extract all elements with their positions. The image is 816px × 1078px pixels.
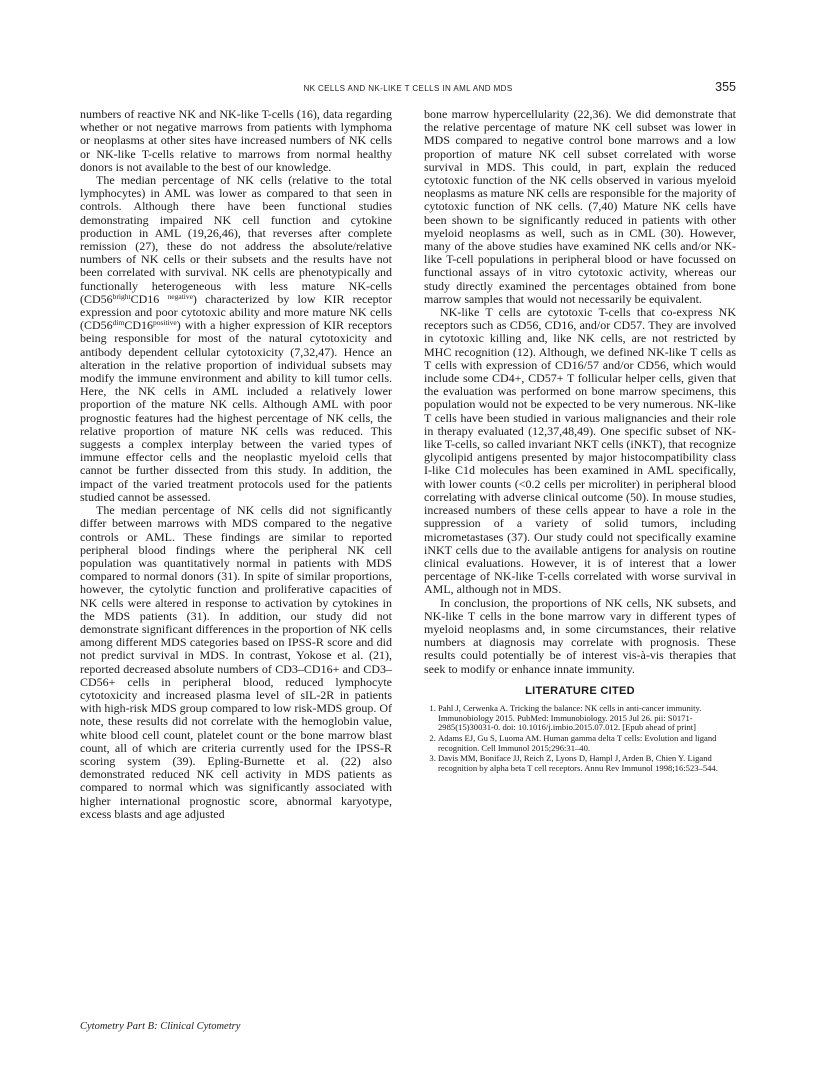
right-column	[424, 108, 736, 775]
running-title: NK CELLS AND NK-LIKE T CELLS IN AML AND MDS	[303, 84, 513, 93]
paragraph	[80, 174, 392, 504]
superscript: positive	[153, 318, 177, 328]
text-run: ) characterized by low KIR receptor expression and poor cytotoxic ability and more mature NK cells (CD56	[80, 291, 392, 333]
paragraph: In conclusion, the proportions of NK cells, NK subsets, and NK-like T cells in the bone marrow vary in different types of myeloid neoplasms and, in some circumstances, their relative numbers at diagnosis may correlate with prognosis. These results could potentially be of interest vis-à-vis therapies that seek to modify or enhance innate immunity.	[424, 595, 736, 676]
paragraph: NK-like T cells are cytotoxic T-cells that co-express NK receptors such as CD56, CD16, and/or CD57. They are involved in cytotoxic killing and, like NK cells, are not restricted by MHC recognition (12). Although, we defined NK-like T cells as T cells with expression of CD16/57 and/or CD56, which would include some CD4+, CD57+ T follicular helper cells, given that the evaluation was performed on bone marrow specimens, this population would not be expected to be very numerous. NK-like T cells have been studied in various malignancies and their role in therapy evaluated (12,37,48,49). One specific subset of NK-like T-cells, so called invariant NKT cells (iNKT), that recognize glycolipid antigens presented by major histocompatibility class I-like C1d molecules has been examined in AML specifically, with lower counts (<0.2 cells per microliter) in peripheral blood correlating with adverse clinical outcome (50). In mouse studies, increased numbers of these cells appear to have a role in the suppression of a variety of solid tumors, including micrometastases (37). Our study could not specifically examine iNKT cells due to the available antigens for analysis on routine clinical evaluations. However, it is of interest that a lower percentage of NK-like T-cells correlated with worse survival in AML, although not in MDS.	[424, 305, 737, 597]
text-run: ) with a higher expression of KIR receptors being responsible for most of the natural cytotoxicity and antibody dependent cellular cytotoxicity (7,32,47). Hence an alteration in the relative proportion of individual subsets may modify the immune environment and ability to kill tumor cells. Here, the NK cells in AML included a relatively lower proportion of the mature NK cells. Although AML with poor prognostic features had the highest percentage of NK cells, the relative proportion of mature NK cells was reduced. This suggests a complex interplay between the varied types of immune effector cells and the neoplastic myeloid cells that cannot be further dissected from this study. In addition, the impact of the varied treatment protocols used for the patients studied cannot be assessed.	[80, 318, 392, 504]
literature-heading: LITERATURE CITED	[525, 684, 635, 697]
text-run: CD16	[124, 318, 154, 333]
paragraph: numbers of reactive NK and NK-like T-cells (16), data regarding whether or not negative marrows from patients with lymphoma or neoplasms at other sites have increased numbers of NK cells or NK-like T-cells relative to marrows from normal healthy donors is not available to the best of our knowledge.	[80, 107, 392, 174]
reference-item: 2. Adams EJ, Gu S, Luoma AM. Human gamma delta T cells: Evolution and ligand recognition. Cell Immunol 2015;296:31–40.	[438, 734, 736, 753]
left-column	[80, 108, 392, 821]
journal-footer: Cytometry Part B: Clinical Cytometry	[80, 1021, 241, 1032]
text-run: The median percentage of NK cells (relative to the total lymphocytes) in AML was lower as compared to that seen in controls. Although there have been functional studies demonstrating impaired NK cell function and cytokine production in AML (19,26,46), that reverses after complete remission (27), these do not address the absolute/relative numbers of NK cells or their subsets and the results have not been correlated with survival. NK cells are phenotypically and functionally heterogeneous with less mature NK-cells (CD56	[80, 173, 392, 306]
reference-item: 1. Pahl J, Cerwenka A. Tricking the balance: NK cells in anti-cancer immunity. Immunobiology 2015. PubMed: Immunobiology. 2015 Jul 26. pii: S0171-2985(15)30031-0. doi: 10.1016/j.imbio.2015.07.012. [Epub ahead of print]	[438, 704, 736, 733]
paragraph: bone marrow hypercellularity (22,36). We did demonstrate that the relative percentage of mature NK cell subset was lower in MDS compared to negative control bone marrows and a low proportion of mature NK cell subset correlated with worse survival in MDS. This could, in part, explain the reduced cytotoxic function of the NK cells observed in various myeloid neoplasms as mature NK cells are responsible for the majority of cytotoxic function of NK cells. (7,40) Mature NK cells have been shown to be significantly reduced in patients with other myeloid neoplasms as well, such as in CML (30). However, many of the above studies have examined NK cells and/or NK-like T-cell populations in peripheral blood or have focussed on functional assays of in vitro cytotoxic activity, whereas our study directly examined the percentages obtained from bone marrow samples that would not necessarily be equivalent.	[424, 107, 736, 306]
superscript: dim	[112, 318, 125, 328]
superscript: bright	[112, 291, 131, 301]
reference-item: 3. Davis MM, Boniface JJ, Reich Z, Lyons D, Hampl J, Arden B, Chien Y. Ligand recognition by alpha beta T cell receptors. Annu Rev Immunol 1998;16:523–544.	[438, 754, 736, 773]
text-run: CD16	[130, 291, 168, 306]
reference-list	[424, 704, 736, 774]
superscript: negative	[167, 291, 193, 301]
page-number: 355	[715, 80, 736, 94]
paragraph: The median percentage of NK cells did not significantly differ between marrows with MDS compared to the negative controls or AML. These findings are similar to reported peripheral blood findings where the peripheral NK cell population was quantitatively normal in patients with MDS compared to normal donors (31). In spite of similar proportions, however, the cytolytic function and proliferative capacities of NK cells were altered in response to activation by cytokines in the MDS patients (31). In addition, our study did not demonstrate significant differences in the proportion of NK cells among different MDS categories based on IPSS-R score and did not predict survival in MDS. In contrast, Yokose et al. (21), reported decreased absolute numbers of CD3–CD16+ and CD3–CD56+ cells in peripheral blood, reduced lymphocyte cytotoxicity and increased plasma level of sIL-2R in patients with high-risk MDS group compared to low risk-MDS group. Of note, these results did not correlate with the hemoglobin value, white blood cell count, platelet count or the bone marrow blast count, all of which are criteria currently used for the IPSS-R scoring system (39). Epling-Burnette et al. (22) also demonstrated reduced NK cell activity in MDS patients as compared to normal which was significantly associated with higher international prognostic score, abnormal karyotype, excess blasts and age adjusted	[80, 503, 392, 821]
